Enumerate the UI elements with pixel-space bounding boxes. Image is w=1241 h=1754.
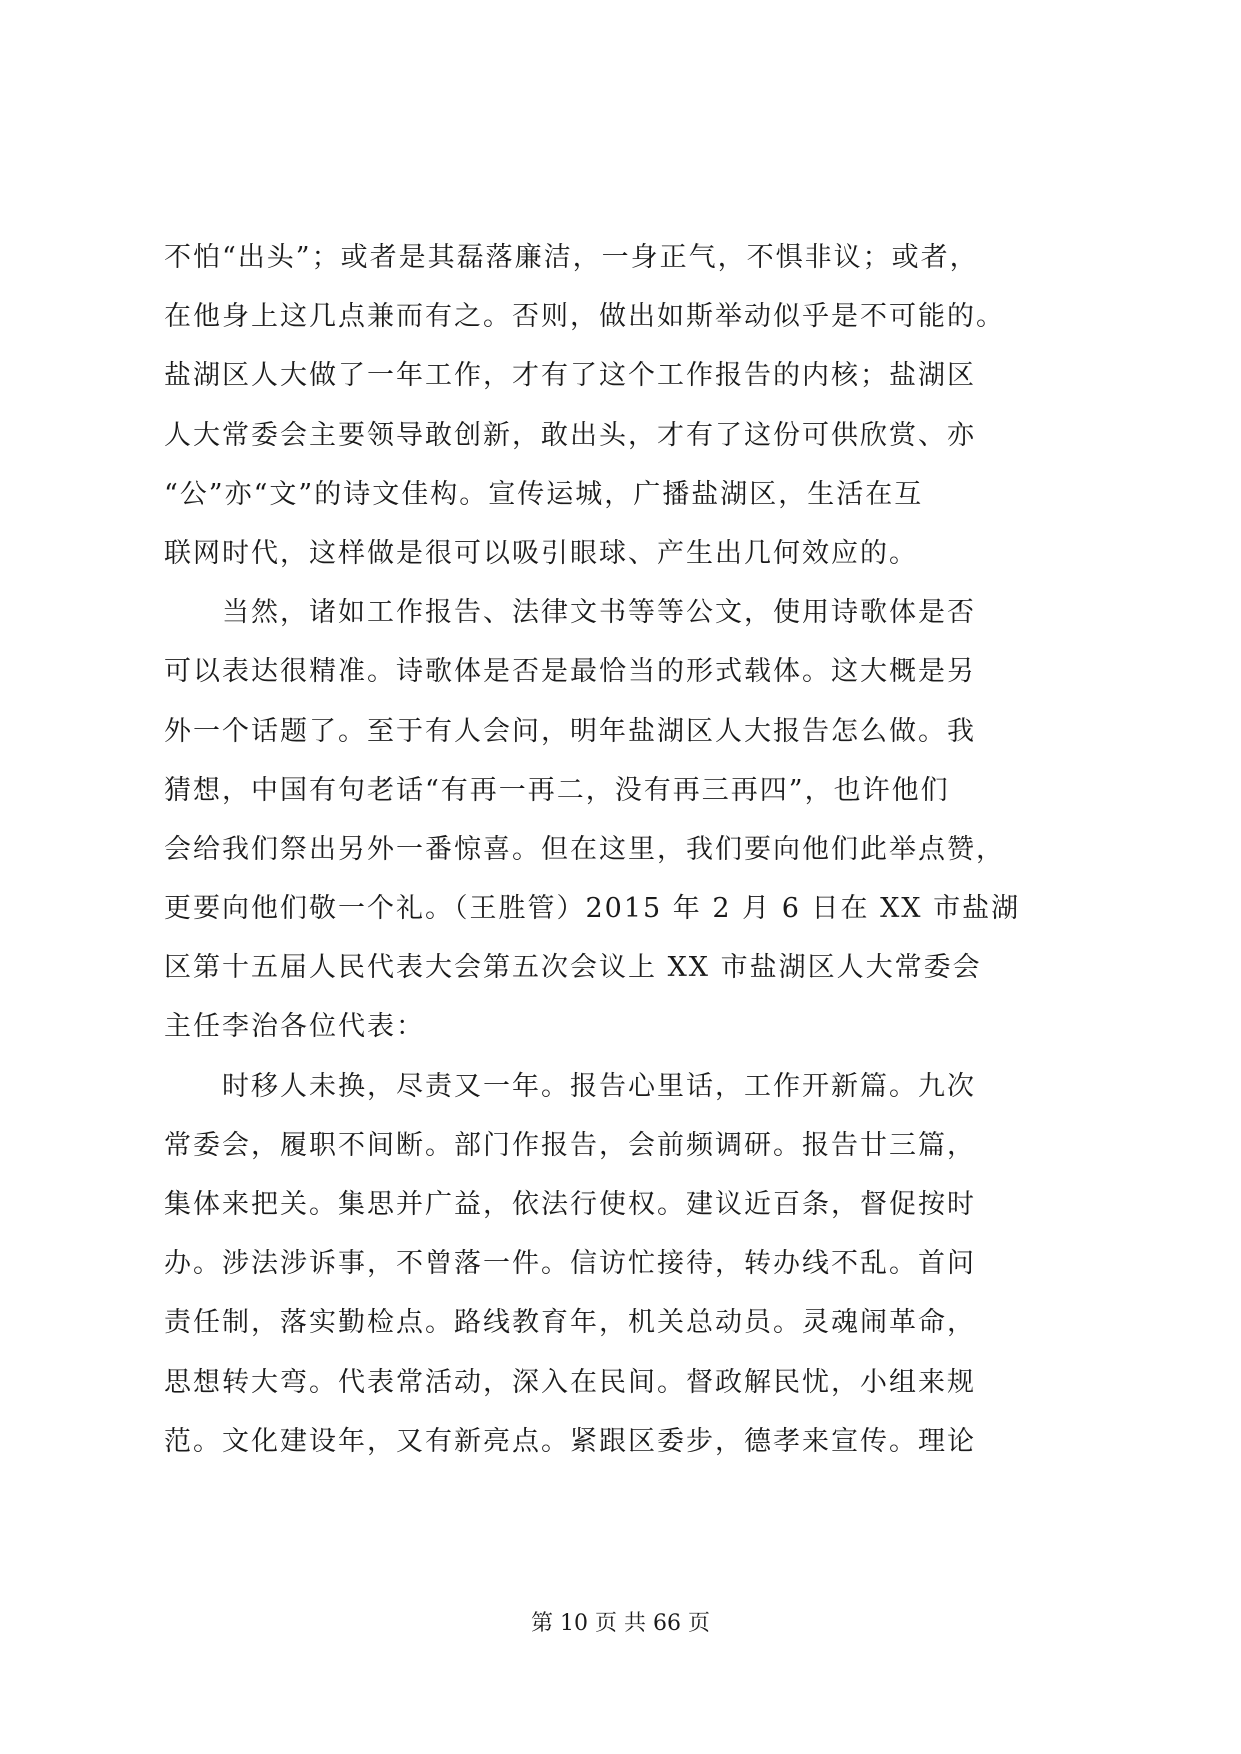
text-line: 当然，诸如工作报告、法律文书等等公文，使用诗歌体是否 (164, 597, 976, 629)
text-line: “公”亦“文”的诗文佳构。宣传运城，广播盐湖区，生活在互 (164, 478, 924, 510)
text-line: 猜想，中国有句老话“有再一再二，没有再三再四”，也许他们 (164, 774, 950, 806)
text-line: 责任制，落实勤检点。路线教育年，机关总动员。灵魂闹革命， (164, 1307, 976, 1339)
text-line: 在他身上这几点兼而有之。否则，做出如斯举动似乎是不可能的。 (164, 301, 1005, 333)
text-line: 区第十五届人民代表大会第五次会议上 XX 市盐湖区人大常委会 (164, 952, 982, 984)
text-line: 外一个话题了。至于有人会问，明年盐湖区人大报告怎么做。我 (164, 715, 976, 747)
text-line: 不怕“出头”；或者是其磊落廉洁，一身正气，不惧非议；或者， (164, 242, 979, 273)
text-line: 人大常委会主要领导敢创新，敢出头，才有了这份可供欣赏、亦 (164, 419, 976, 451)
text-line: 集体来把关。集思并广益，依法行使权。建议近百条，督促按时 (164, 1189, 976, 1220)
page-footer (0, 1608, 1241, 1640)
document-body (164, 228, 1084, 1471)
text-line: 联网时代，这样做是很可以吸引眼球、产生出几何效应的。 (164, 537, 918, 569)
text-line: 思想转大弯。代表常活动，深入在民间。督政解民忧，小组来规 (164, 1366, 976, 1398)
text-line: 时移人未换，尽责又一年。报告心里话，工作开新篇。九次 (164, 1070, 976, 1102)
page-number-label: 第 10 页 共 66 页 (531, 1611, 710, 1636)
text-line: 范。文化建设年，又有新亮点。紧跟区委步，德孝来宣传。理论 (164, 1425, 976, 1457)
text-line: 主任李治各位代表： (164, 1011, 425, 1043)
text-line: 盐湖区人大做了一年工作，才有了这个工作报告的内核；盐湖区 (164, 360, 976, 392)
text-line: 常委会，履职不间断。部门作报告，会前频调研。报告廿三篇， (164, 1129, 976, 1161)
text-line: 办。涉法涉诉事，不曾落一件。信访忙接待，转办线不乱。首问 (164, 1248, 976, 1280)
text-line: 可以表达很精准。诗歌体是否是最恰当的形式载体。这大概是另 (164, 656, 976, 688)
text-line: 会给我们祭出另外一番惊喜。但在这里，我们要向他们此举点赞， (164, 833, 1005, 865)
text-line: 更要向他们敬一个礼。（王胜管）2015 年 2 月 6 日在 XX 市盐湖 (164, 893, 1021, 925)
